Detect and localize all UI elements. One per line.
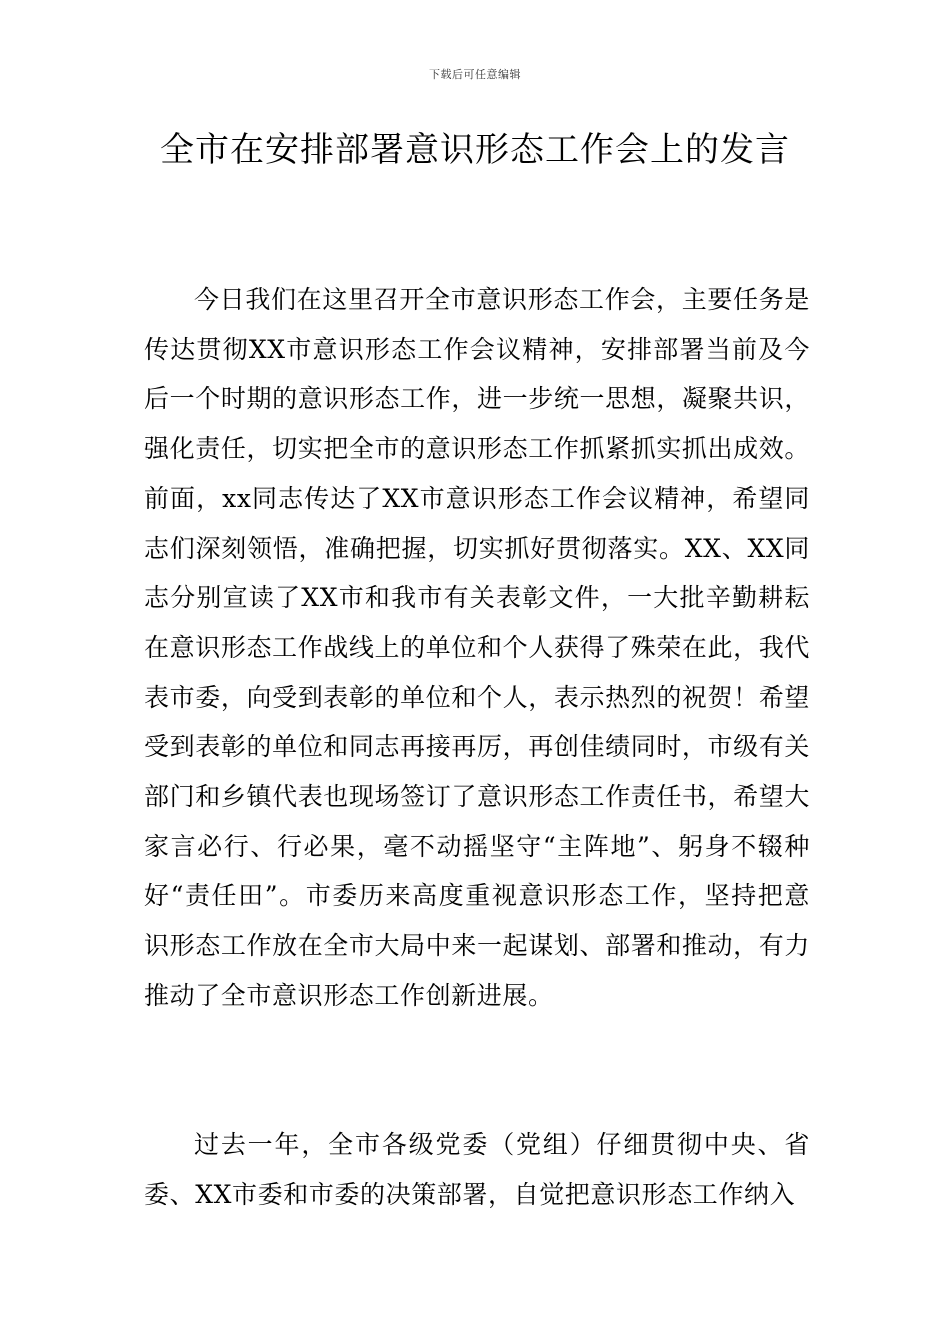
body-paragraph-2: 过去一年，全市各级党委（党组）仔细贯彻中央、省委、XX市委和市委的决策部署，自觉把意识形态工作纳入	[144, 1130, 810, 1209]
body-paragraph-1: 今日我们在这里召开全市意识形态工作会，主要任务是传达贯彻XX市意识形态工作会议精神，安排部署当前及今后一个时期的意识形态工作，进一步统一思想，凝聚共识，强化责任，切实把全市的意识形态工作抓紧抓实抓出成效。前面，xx同志传达了XX市意识形态工作会议精神，希望同志们深刻领悟，准确把握，切实抓好贯彻落实。XX、XX同志分别宣读了XX市和我市有关表彰文件，一大批辛勤耕耘在意识形态工作战线上的单位和个人获得了殊荣在此，我代表市委，向受到表彰的单位和个人，表示热烈的祝贺！希望受到表彰的单位和同志再接再厉，再创佳绩同时，市级有关部门和乡镇代表也现场签订了意识形态工作责任书，希望大家言必行、行必果，毫不动摇坚守“主阵地”、躬身不辍种好“责任田”。市委历来高度重视意识形态工作，坚持把意识形态工作放在全市大局中来一起谋划、部署和推动，有力推动了全市意识形态工作创新进展。	[144, 285, 810, 1010]
document-title: 全市在安排部署意识形态工作会上的发言	[160, 130, 790, 170]
download-note: 下载后可任意编辑	[429, 68, 521, 81]
